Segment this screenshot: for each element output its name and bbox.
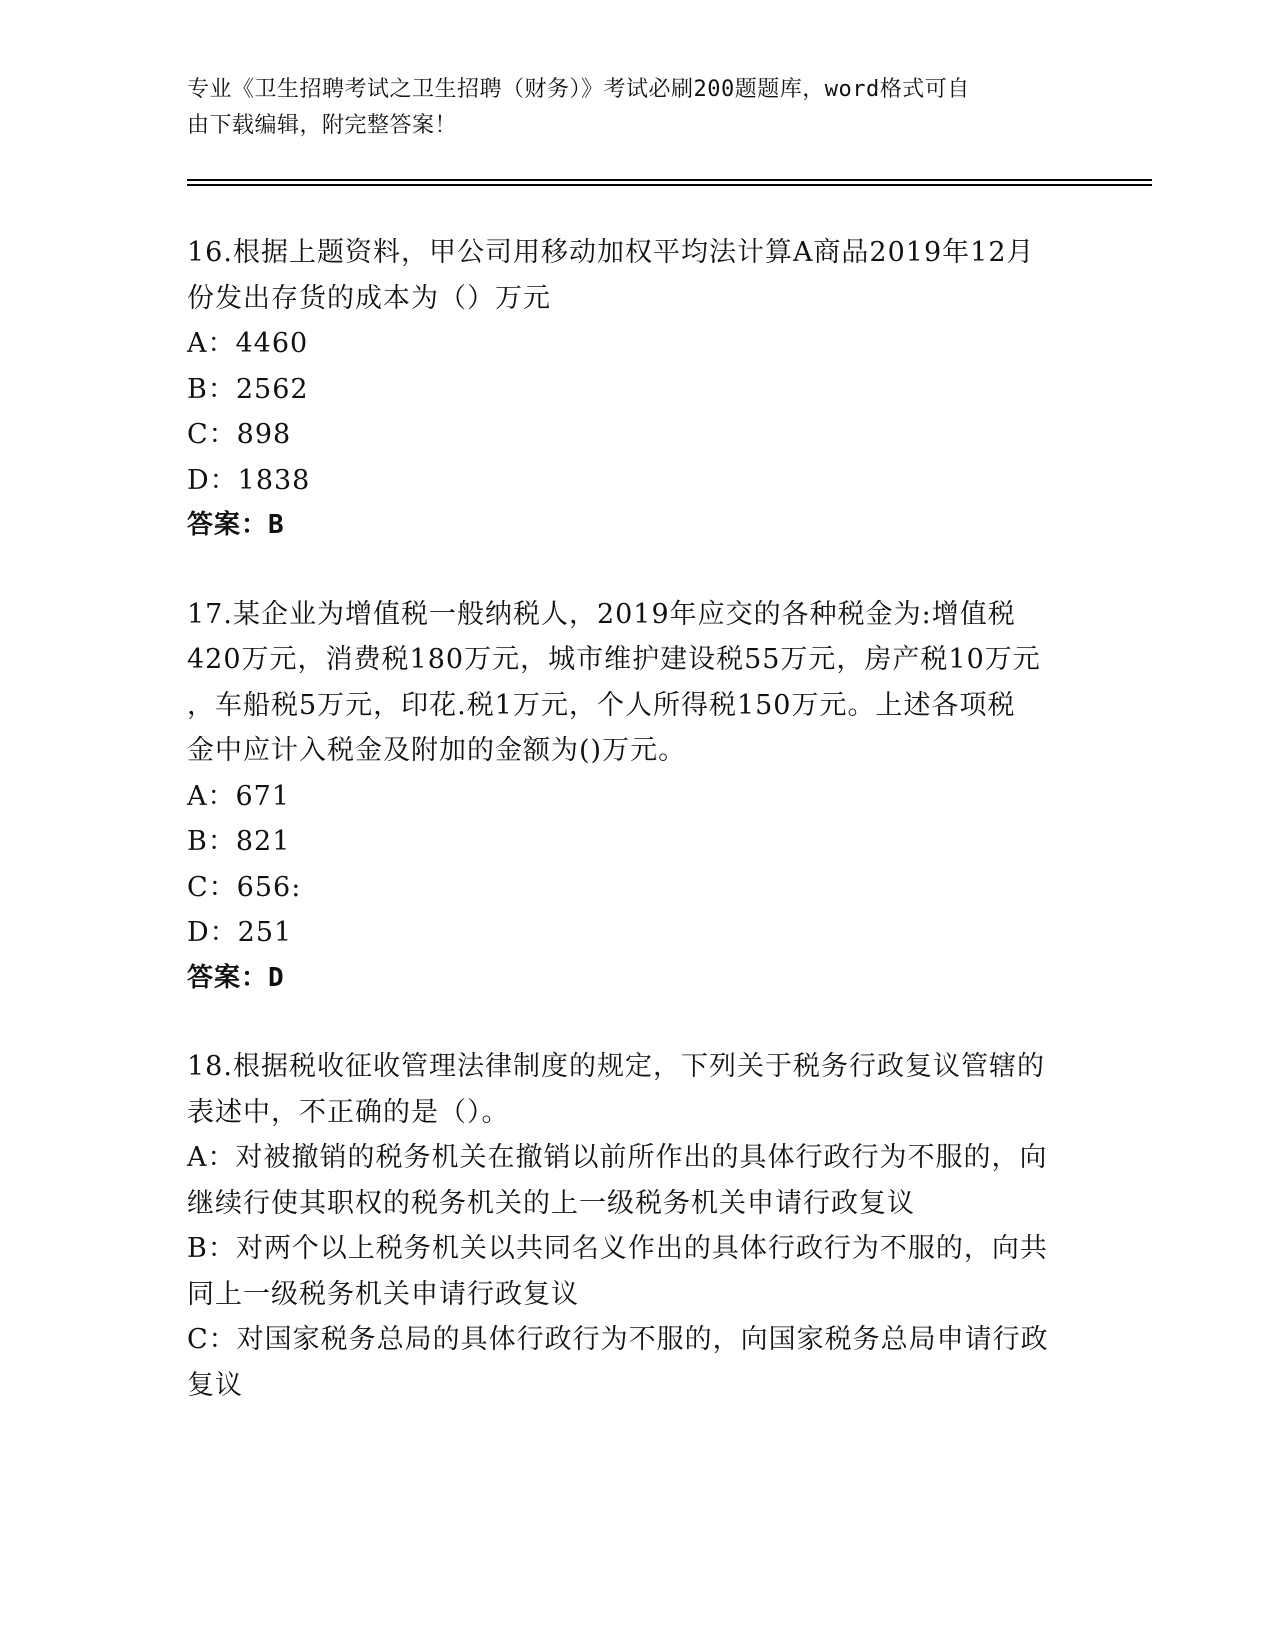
option-b-line: 同上一级税务机关申请行政复议 xyxy=(187,1278,579,1310)
option-d: D：1838 xyxy=(187,464,311,496)
option-a-line: 继续行使其职权的税务机关的上一级税务机关申请行政复议 xyxy=(187,1187,915,1219)
header-divider-bottom xyxy=(187,184,1152,186)
question-stem-line: ，车船税5万元，印花.税1万元，个人所得税150万元。上述各项税 xyxy=(187,689,1016,721)
answer-label: 答案：B xyxy=(187,510,285,540)
header-divider-top xyxy=(187,179,1152,181)
question-16 xyxy=(187,230,1077,549)
question-stem-line: 金中应计入税金及附加的金额为()万元。 xyxy=(187,735,687,766)
question-stem-line: 420万元，消费税180万元，城市维护建设税55万元，房产税10万元 xyxy=(187,644,1041,675)
question-list xyxy=(187,230,1077,1451)
question-stem-line: 16.根据上题资料，甲公司用移动加权平均法计算A商品2019年12月 xyxy=(187,237,1035,268)
option-c-line: 复议 xyxy=(187,1369,243,1401)
header-line-2: 由下载编辑，附完整答案！ xyxy=(187,113,458,138)
question-stem-line: 18.根据税收征收管理法律制度的规定，下列关于税务行政复议管辖的 xyxy=(187,1051,1045,1082)
header-line-1: 专业《卫生招聘考试之卫生招聘（财务）》考试必刷200题题库，word格式可自 xyxy=(187,77,970,102)
option-c: C：656: xyxy=(187,871,302,903)
option-c: C：898 xyxy=(187,419,292,450)
question-stem-line: 份发出存货的成本为（）万元 xyxy=(187,282,551,314)
option-b-line: B：对两个以上税务机关以共同名义作出的具体行政行为不服的，向共 xyxy=(187,1233,1048,1264)
option-a: A：4460 xyxy=(187,328,309,359)
option-a: A：671 xyxy=(187,780,291,812)
option-d: D：251 xyxy=(187,917,293,948)
question-stem-line: 表述中，不正确的是（）。 xyxy=(187,1096,510,1128)
question-17 xyxy=(187,592,1077,1002)
option-c-line: C：对国家税务总局的具体行政行为不服的，向国家税务总局申请行政 xyxy=(187,1324,1049,1355)
answer-label: 答案：D xyxy=(187,962,285,993)
option-a-line: A：对被撤销的税务机关在撤销以前所作出的具体行政行为不服的，向 xyxy=(187,1142,1048,1173)
option-b: B：821 xyxy=(187,826,291,857)
document-header xyxy=(187,72,1067,144)
question-18 xyxy=(187,1044,1077,1408)
question-stem-line: 17.某企业为增值税一般纳税人，2019年应交的各种税金为:增值税 xyxy=(187,598,1016,630)
option-b: B：2562 xyxy=(187,373,309,405)
